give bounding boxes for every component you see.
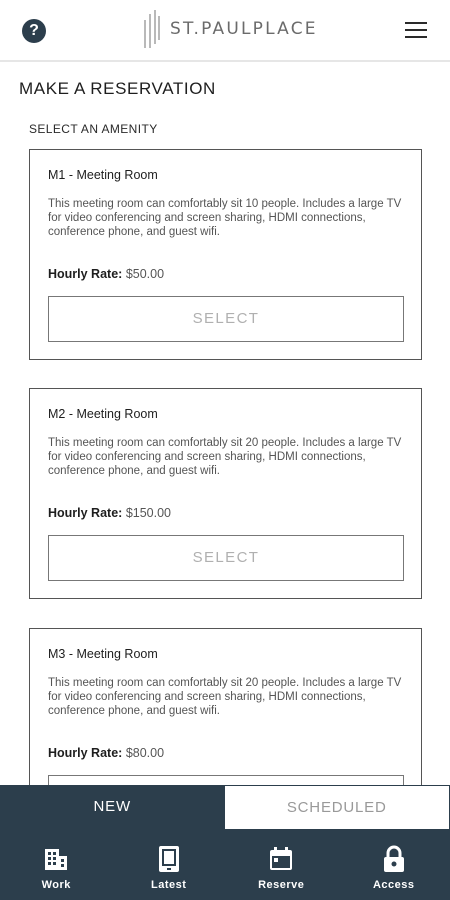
building-icon: [42, 845, 70, 873]
rate-value: $50.00: [125, 267, 165, 281]
brand-logo: [142, 10, 318, 48]
amenity-card: [29, 149, 422, 360]
rate-value: $80.00: [125, 746, 165, 760]
nav-item-access[interactable]: [338, 829, 450, 900]
rate-value: $150.00: [125, 506, 171, 520]
bottom-navigation: [0, 829, 450, 900]
reservation-tabs: [0, 785, 450, 829]
amenity-title: M2 - Meeting Room: [48, 407, 158, 421]
nav-item-work[interactable]: [0, 829, 113, 900]
nav-item-reserve[interactable]: [225, 829, 338, 900]
amenity-description: This meeting room can comfortably sit 20 people. Includes a large TV for video conferencing and screen sharing, HDMI connections, conference phone, and guest wifi.: [48, 437, 402, 477]
amenity-rate: [48, 746, 164, 760]
hamburger-menu-icon[interactable]: [405, 22, 429, 40]
help-icon[interactable]: ?: [22, 19, 46, 43]
logo-mark-icon: [142, 10, 162, 48]
nav-label-access: Access: [372, 879, 415, 891]
nav-item-latest[interactable]: [113, 829, 226, 900]
rate-label: Hourly Rate:: [48, 267, 123, 281]
page-title: MAKE A RESERVATION: [19, 79, 216, 98]
amenity-description: This meeting room can comfortably sit 20 people. Includes a large TV for video conferencing and screen sharing, HDMI connections, conference phone, and guest wifi.: [48, 677, 402, 717]
calendar-icon: [267, 845, 295, 873]
amenity-title: M3 - Meeting Room: [48, 647, 158, 661]
select-button[interactable]: SELECT: [48, 296, 404, 342]
news-tablet-icon: [155, 845, 183, 873]
rate-label: Hourly Rate:: [48, 506, 123, 520]
tab-scheduled[interactable]: SCHEDULED: [225, 785, 450, 829]
rate-label: Hourly Rate:: [48, 746, 123, 760]
logo-text: ST.PAULPLACE: [170, 19, 318, 39]
app-header: [0, 0, 450, 62]
nav-label-latest: Latest: [151, 879, 187, 891]
amenity-title: M1 - Meeting Room: [48, 168, 158, 182]
amenity-rate: [48, 267, 164, 281]
tab-new[interactable]: NEW: [0, 785, 225, 829]
lock-icon: [380, 845, 408, 873]
amenity-rate: [48, 506, 171, 520]
amenity-card: [29, 388, 422, 599]
amenity-description: This meeting room can comfortably sit 10 people. Includes a large TV for video conferencing and screen sharing, HDMI connections, conference phone, and guest wifi.: [48, 198, 402, 238]
section-label: SELECT AN AMENITY: [29, 122, 158, 136]
nav-label-work: Work: [41, 879, 71, 891]
nav-label-reserve: Reserve: [258, 879, 305, 891]
select-button[interactable]: SELECT: [48, 535, 404, 581]
